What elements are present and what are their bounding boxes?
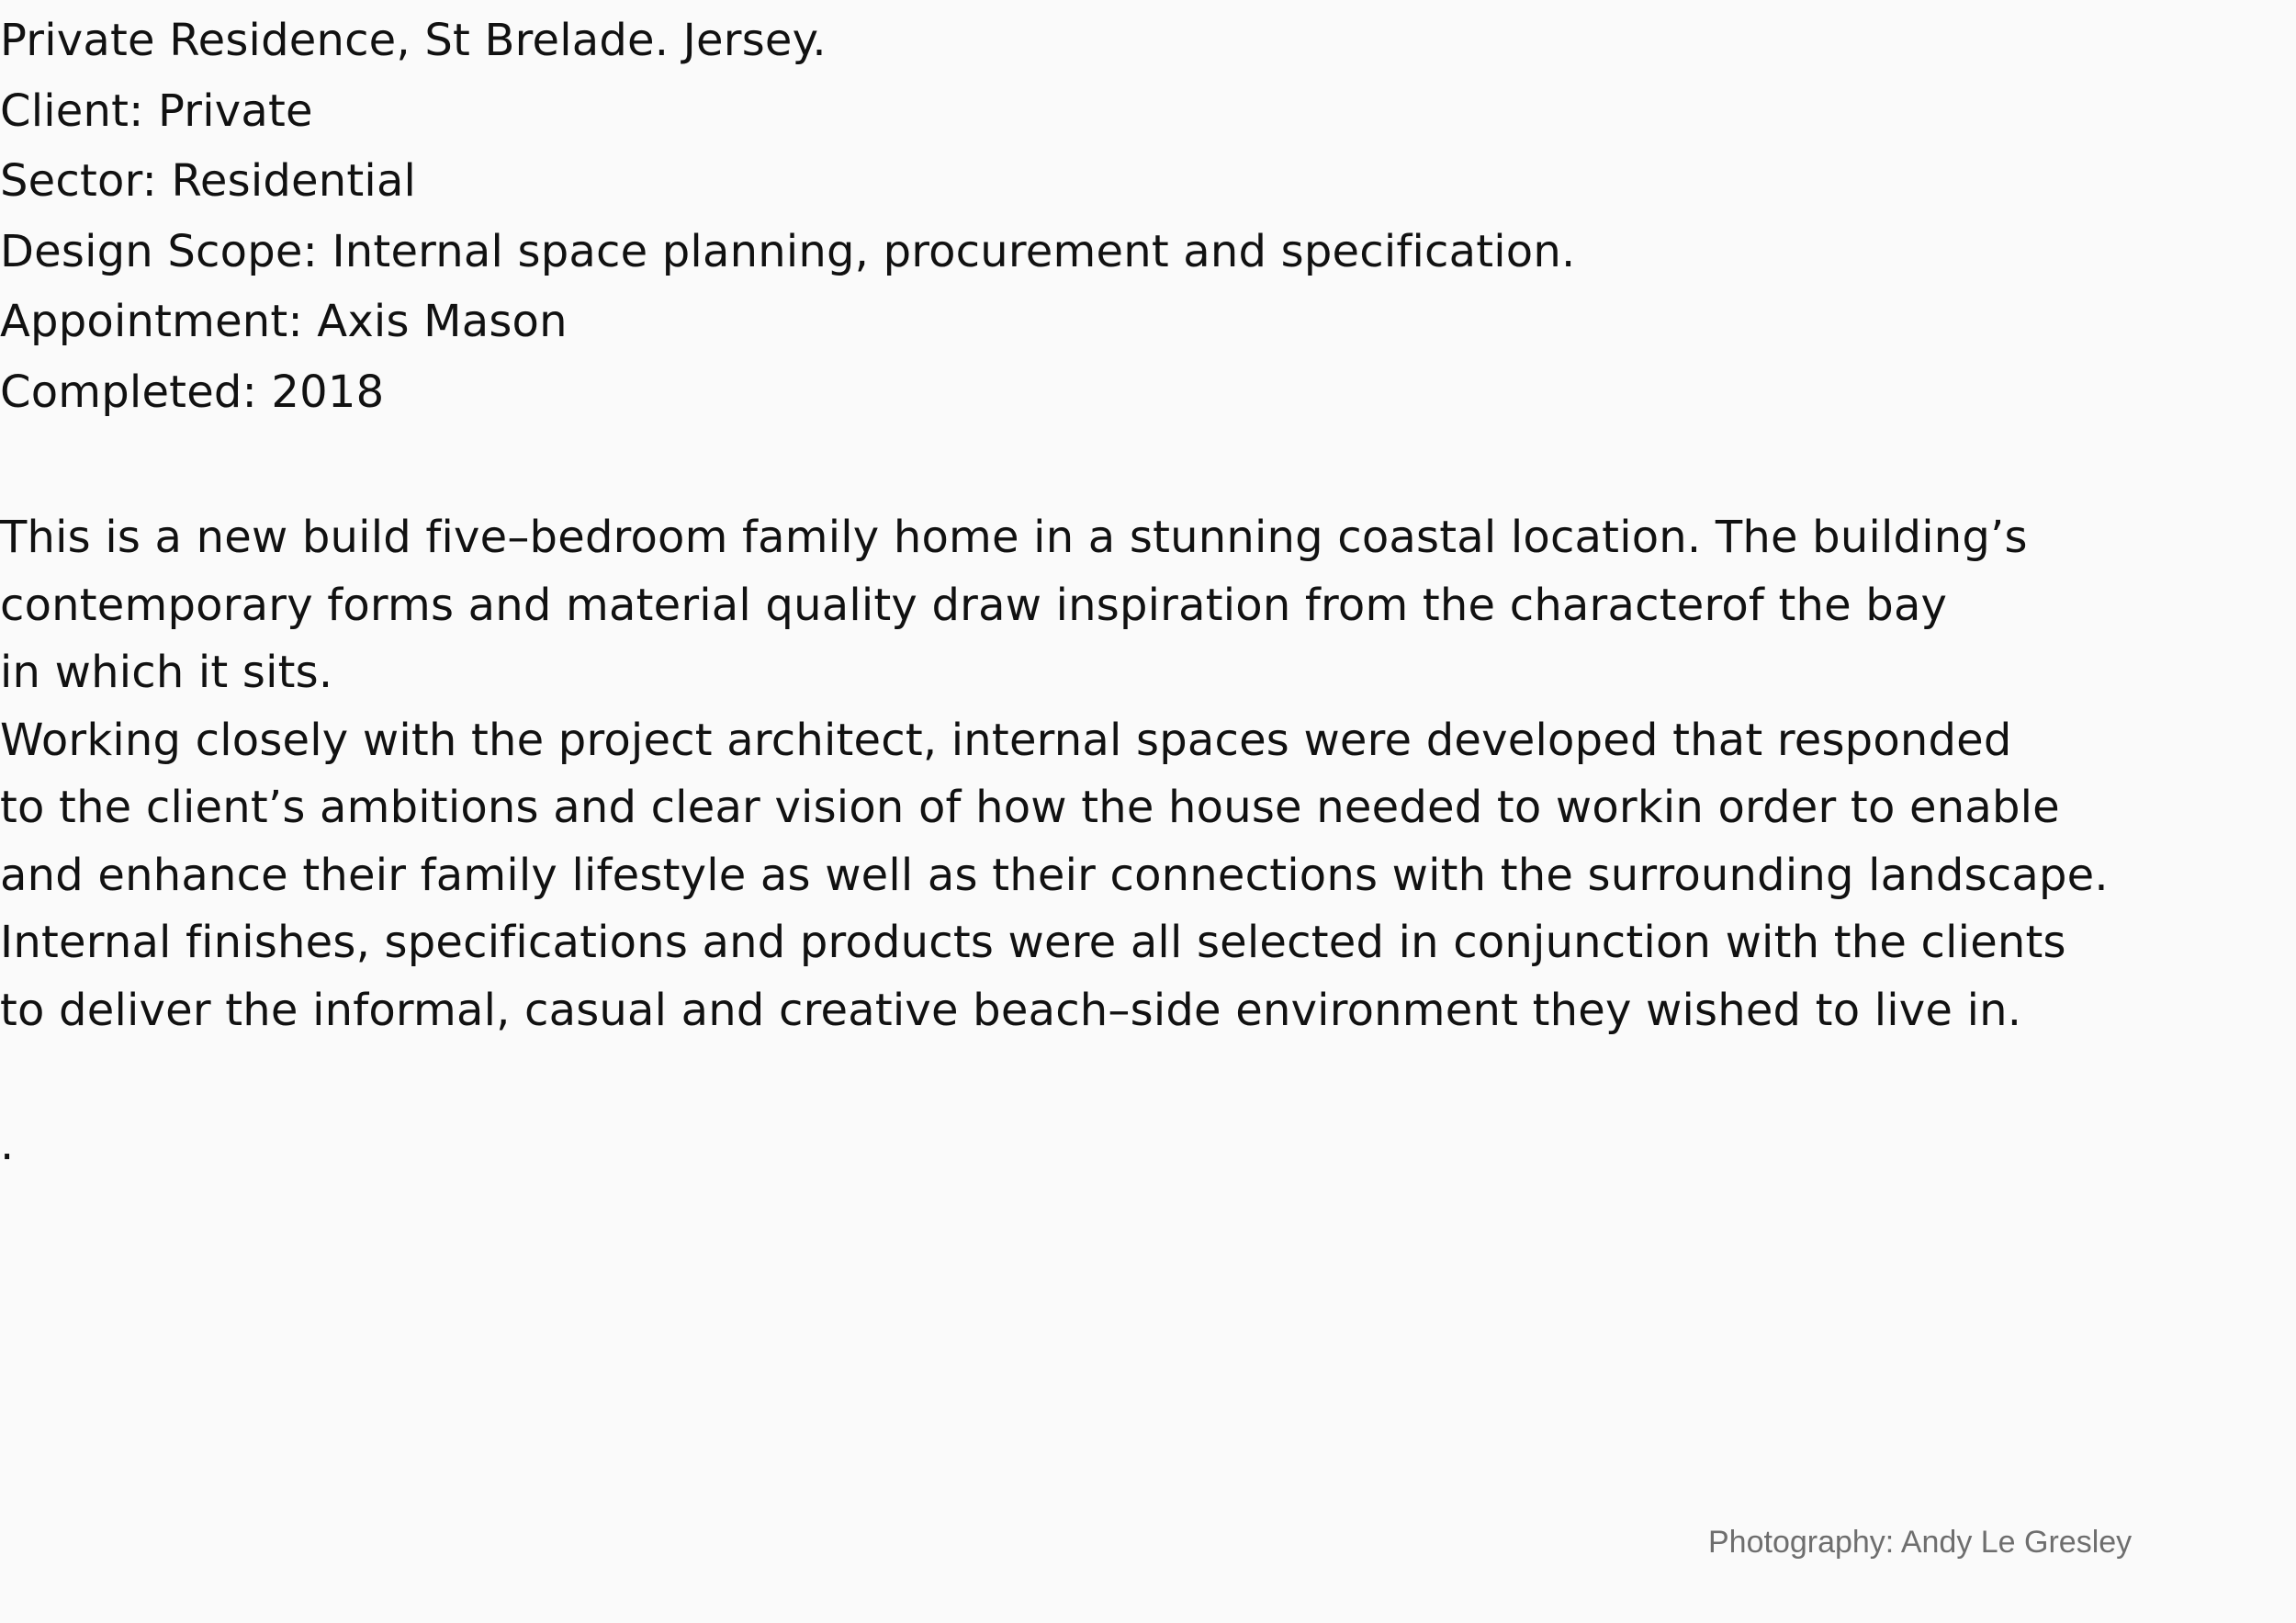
description-line: This is a new build five–bedroom family home in a stunning coastal location. The building’s xyxy=(0,512,2028,563)
project-description xyxy=(0,504,2109,1044)
description-line: contemporary forms and material quality draw inspiration from the characterof the bay xyxy=(0,579,1948,631)
description-line: and enhance their family lifestyle as well as their connections with the surrounding landscape. xyxy=(0,849,2109,901)
description-line: Internal finishes, specifications and products were all selected in conjunction with the clients xyxy=(0,917,2066,968)
completed-line: Completed: 2018 xyxy=(0,366,385,418)
description-line: to the client’s ambitions and clear vision of how the house needed to workin order to enable xyxy=(0,782,2060,833)
project-details xyxy=(0,6,1575,427)
design-scope-line: Design Scope: Internal space planning, procurement and specification. xyxy=(0,225,1576,277)
trailing-dot: . xyxy=(0,1119,15,1170)
sector-line: Sector: Residential xyxy=(0,155,417,207)
description-line: Working closely with the project architect, internal spaces were developed that responded xyxy=(0,714,2012,766)
appointment-line: Appointment: Axis Mason xyxy=(0,296,568,347)
description-line: to deliver the informal, casual and creative beach–side environment they wished to live in. xyxy=(0,984,2022,1036)
client-line: Client: Private xyxy=(0,85,313,137)
project-title: Private Residence, St Brelade. Jersey. xyxy=(0,15,827,66)
photography-credit: Photography: Andy Le Gresley xyxy=(1708,1525,2133,1560)
description-line: in which it sits. xyxy=(0,647,333,698)
